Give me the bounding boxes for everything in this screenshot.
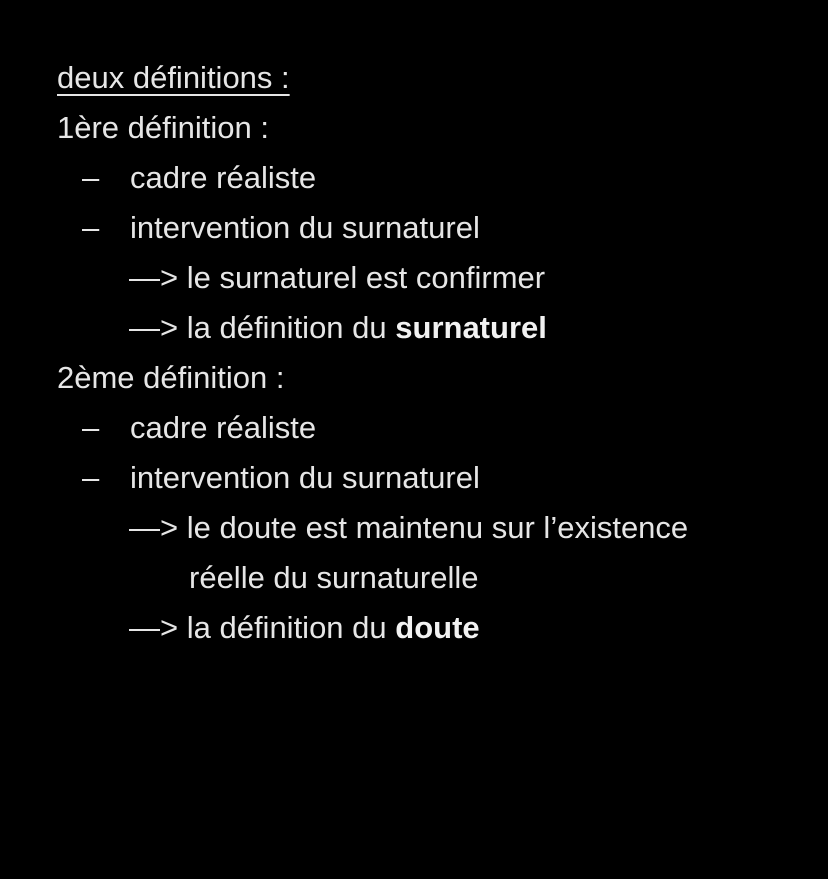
bullet-text: cadre réaliste (130, 160, 317, 195)
definition-2-arrow-1-continuation: réelle du surnaturelle (189, 560, 479, 595)
definition-1-bullet-1 (57, 153, 797, 203)
dash-marker: – (82, 460, 100, 495)
definition-1-arrow-2 (57, 303, 797, 353)
note-heading (57, 53, 797, 103)
definition-2-arrow-1: —> le doute est maintenu sur l’existence (129, 510, 689, 545)
bullet-text: intervention du surnaturel (130, 210, 480, 245)
definition-2-bullet-1 (57, 403, 797, 453)
bullet-text: cadre réaliste (130, 410, 317, 445)
bullet-text: intervention du surnaturel (130, 460, 480, 495)
definition-2-arrow-2 (57, 603, 797, 653)
arrow-text: —> la définition du (129, 610, 396, 645)
heading-text: deux définitions : (57, 60, 290, 95)
dash-marker: – (82, 410, 100, 445)
bold-term-doute: doute (395, 610, 480, 645)
definition-2-bullet-2 (57, 453, 797, 503)
definition-2-title: 2ème définition : (57, 360, 285, 395)
arrow-text: —> la définition du (129, 310, 396, 345)
definition-1-bullet-2 (57, 203, 797, 253)
dash-marker: – (82, 160, 100, 195)
definition-1-title: 1ère définition : (57, 110, 269, 145)
dash-marker: – (82, 210, 100, 245)
note-body (57, 53, 797, 653)
bold-term-surnaturel: surnaturel (395, 310, 547, 345)
definition-1-arrow-1: —> le surnaturel est confirmer (129, 260, 546, 295)
